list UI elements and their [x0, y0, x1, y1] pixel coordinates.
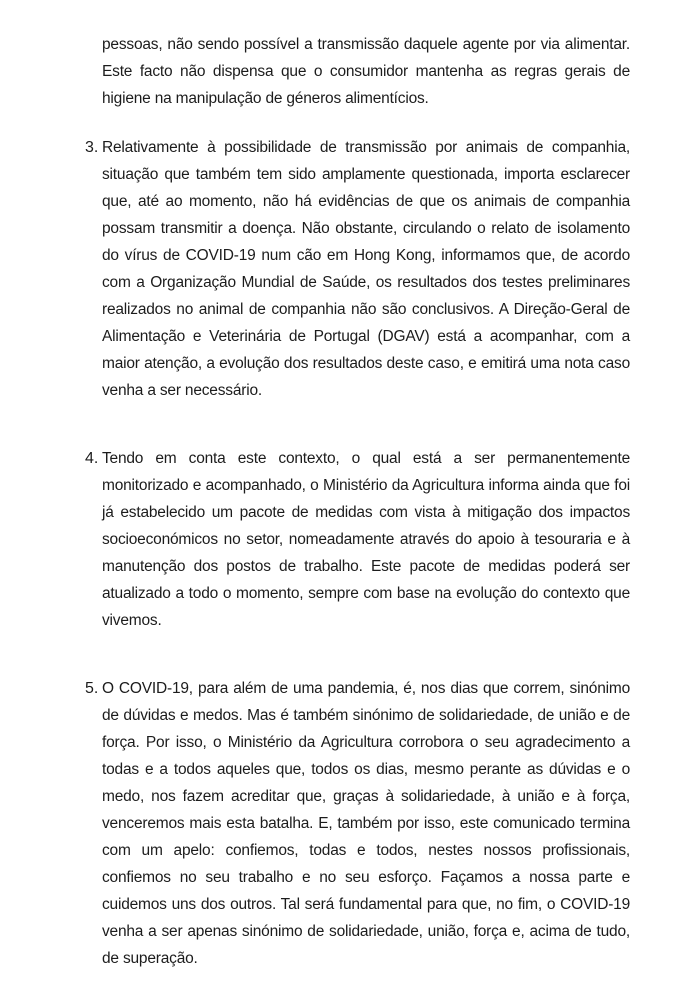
- item-5-text: O COVID-19, para além de uma pandemia, é, nos dias que correm, sinónimo de dúvidas e medos. Mas é também sinónimo de solidariedade, de união e de força. Por isso, o Ministério da Agricultura corrobora o seu agradecimento a todas e a todos aqueles que, todos os dias, mesmo perante as dúvidas e o medo, nos fazem acreditar que, graças à solidariedade, à união e à força, venceremos mais esta batalha. E, também por isso, este comunicado termina com um apelo: confiemos, todas e todos, nestes nossos profissionais, confiemos no seu trabalho e no seu esforço. Façamos a nossa parte e cuidemos uns dos outros. Tal será fundamental para que, no fim, o COVID-19 venha a ser apenas sinónimo de solidariedade, união, força e, acima de tudo, de superação.: [102, 680, 630, 967]
- numbered-item-5: [85, 675, 630, 972]
- item-3-text: Relativamente à possibilidade de transmissão por animais de companhia, situação que também tem sido amplamente questionada, importa esclarecer que, até ao momento, não há evidências de que os animais de companhia possam transmitir a doença. Não obstante, circulando o relato de isolamento do vírus de COVID-19 num cão em Hong Kong, informamos que, de acordo com a Organização Mundial de Saúde, os resultados dos testes preliminares realizados no animal de companhia não são conclusivos. A Direção-Geral de Alimentação e Veterinária de Portugal (DGAV) está a acompanhar, com a maior atenção, a evolução dos resultados deste caso, e emitirá uma nota caso venha a ser necessário.: [102, 139, 630, 399]
- item-3-number: 3.: [85, 139, 99, 156]
- numbered-item-3: [85, 134, 630, 404]
- numbered-item-4: [85, 445, 630, 634]
- item-4-text: Tendo em conta este contexto, o qual está a ser permanentemente monitorizado e acompanhado, o Ministério da Agricultura informa ainda que foi já estabelecido um pacote de medidas com vista à mitigação dos impactos socioeconómicos no setor, nomeadamente através do apoio à tesouraria e à manutenção dos postos de trabalho. Este pacote de medidas poderá ser atualizado a todo o momento, sempre com base na evolução do contexto que vivemos.: [102, 450, 630, 629]
- intro-paragraph: pessoas, não sendo possível a transmissão daquele agente por via alimentar. Este facto não dispensa que o consumidor mantenha as regras gerais de higiene na manipulação de géneros alimentícios.: [102, 36, 630, 107]
- item-5-number: 5.: [85, 680, 99, 697]
- item-4-number: 4.: [85, 450, 99, 467]
